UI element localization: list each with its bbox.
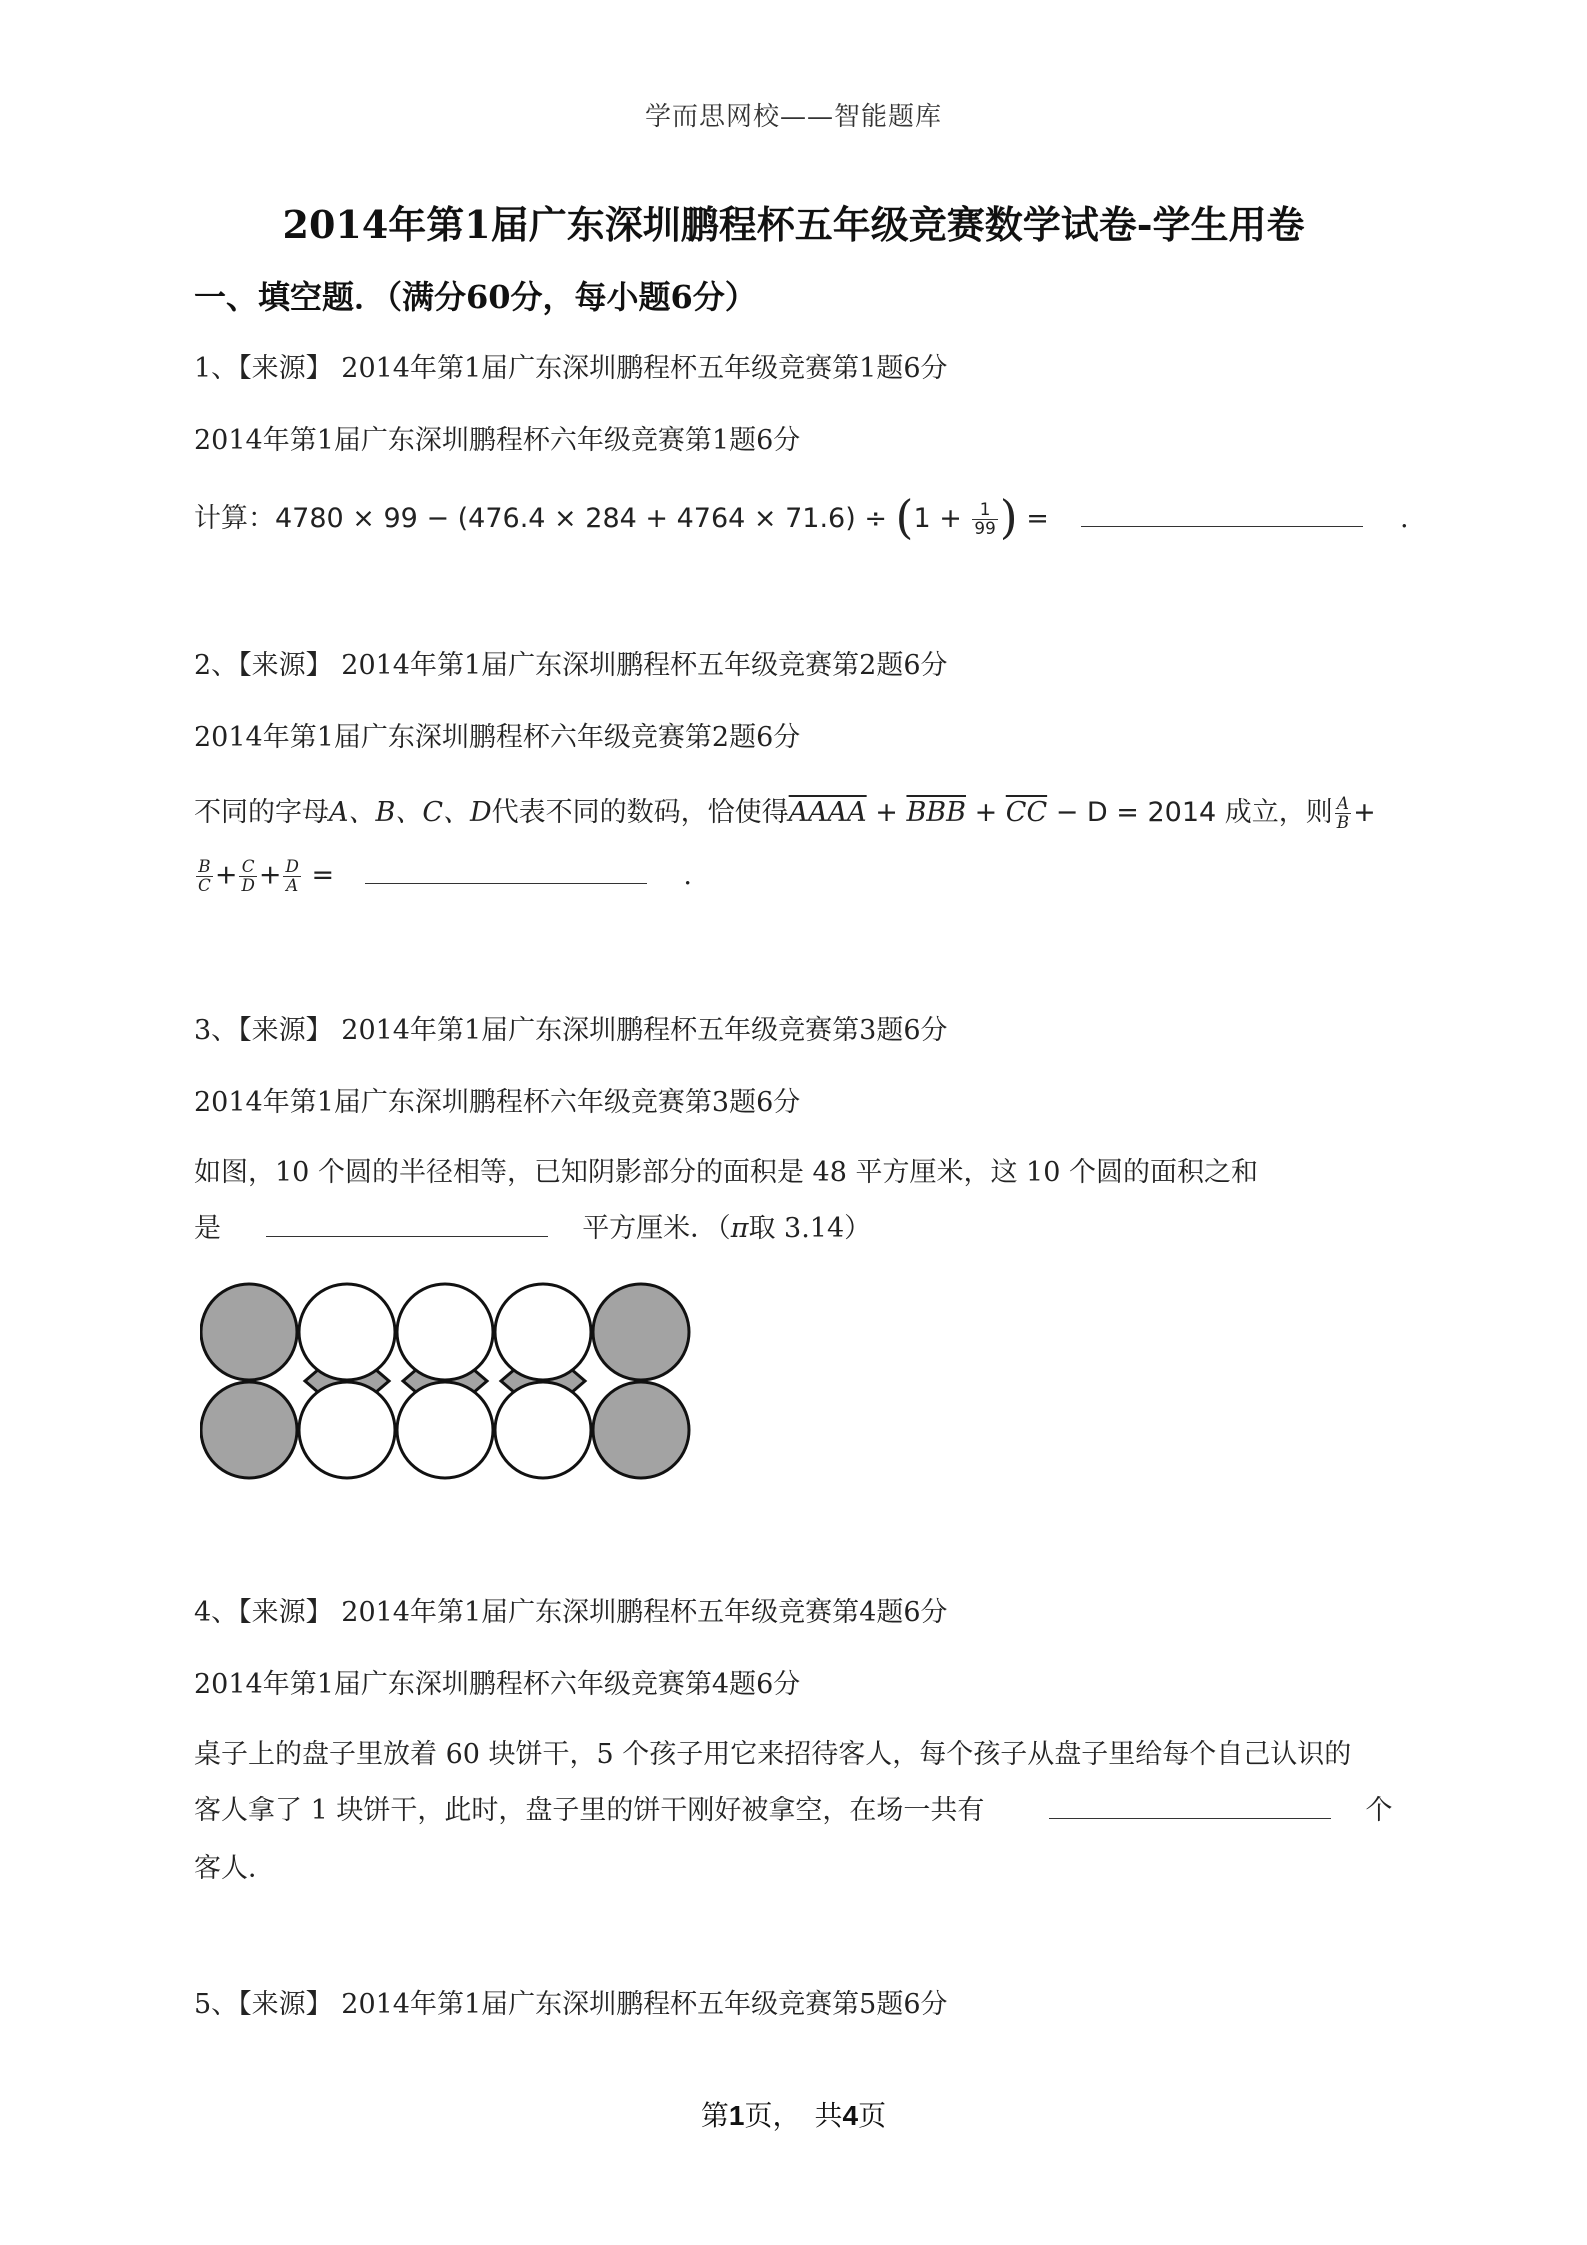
q1-period: . bbox=[1400, 503, 1409, 534]
q2-f1-den: B bbox=[1336, 812, 1350, 832]
q2-minus-d: − D = 2014 bbox=[1047, 797, 1217, 828]
q2-f4-den: A bbox=[286, 874, 299, 895]
q2-plus-f3: + bbox=[258, 859, 282, 891]
q3-text-2b: 平方厘米．（ bbox=[582, 1213, 731, 1244]
white-circle bbox=[397, 1284, 493, 1380]
q4-text-2b: 个 bbox=[1365, 1795, 1393, 1826]
q1-expression: 4780 × 99 − (476.4 × 284 + 4764 × 71.6) ÷ bbox=[275, 503, 887, 534]
q2-answer-blank bbox=[365, 882, 647, 884]
shaded-circle bbox=[201, 1382, 297, 1478]
shaded-circle bbox=[593, 1284, 689, 1380]
q2-f3-den: D bbox=[241, 874, 255, 895]
q4-text-line3: 客人． bbox=[194, 1853, 275, 1884]
page-header: 学而思网校——智能题库 bbox=[644, 102, 942, 132]
q2-source-2: 2014年第1届广东深圳鹏程杯六年级竞赛第2题6分 bbox=[194, 722, 801, 753]
q4-answer-blank bbox=[1049, 1817, 1331, 1819]
page-footer bbox=[0, 2094, 1587, 2134]
q2-fraction-c-d bbox=[239, 858, 256, 894]
q1-equals: = bbox=[1026, 503, 1049, 534]
q1-label: 计算： bbox=[194, 503, 275, 534]
q1-problem bbox=[194, 490, 1409, 544]
white-circle bbox=[299, 1284, 395, 1380]
shaded-circle bbox=[201, 1284, 297, 1380]
q2-aaaa: AAAA bbox=[788, 797, 867, 828]
footer-prefix: 第 bbox=[700, 2099, 729, 2132]
q1-fraction-denominator: 99 bbox=[974, 518, 996, 538]
q2-fraction-b-c bbox=[196, 858, 213, 894]
circles-figure bbox=[200, 1275, 700, 1487]
shaded-circle bbox=[593, 1382, 689, 1478]
q2-f3-num: C bbox=[239, 858, 256, 877]
q4-text-2a: 客人拿了 1 块饼干，此时，盘子里的饼干刚好被拿空，在场一共有 bbox=[194, 1795, 985, 1826]
q2-plus-2: + bbox=[965, 797, 1006, 828]
q2-letters: A、B、C、D bbox=[329, 797, 492, 828]
q2-text-c: 成立，则 bbox=[1216, 797, 1333, 828]
q4-source-2: 2014年第1届广东深圳鹏程杯六年级竞赛第4题6分 bbox=[194, 1669, 801, 1700]
q1-fraction bbox=[972, 501, 997, 537]
footer-page-number: 1 bbox=[728, 2100, 745, 2131]
q3-text-line2 bbox=[194, 1206, 871, 1245]
q2-text-b: 代表不同的数码，恰使得 bbox=[491, 797, 789, 828]
q5-source: 5、【来源】 2014年第1届广东深圳鹏程杯五年级竞赛第5题6分 bbox=[194, 1989, 948, 2020]
q1-one-plus: 1 + bbox=[913, 503, 971, 534]
footer-suffix: 页 bbox=[858, 2099, 887, 2132]
page-title: 2014年第1届广东深圳鹏程杯五年级竞赛数学试卷-学生用卷 bbox=[282, 202, 1305, 247]
q1-answer-blank bbox=[1081, 525, 1363, 527]
q3-source: 3、【来源】 2014年第1届广东深圳鹏程杯五年级竞赛第3题6分 bbox=[194, 1015, 948, 1046]
q2-fraction-d-a bbox=[283, 858, 300, 894]
q4-text-line2 bbox=[194, 1788, 1393, 1827]
q4-text-line1: 桌子上的盘子里放着 60 块饼干，5 个孩子用它来招待客人，每个孩子从盘子里给每个自己认识的 bbox=[194, 1739, 1352, 1770]
section-heading: 一、填空题．（满分60分，每小题6分） bbox=[194, 278, 757, 316]
q2-bbb: $\overline{BBB}$ bbox=[906, 797, 966, 828]
q2-plus-1: + bbox=[866, 797, 907, 828]
q2-f4-num: D bbox=[285, 856, 299, 876]
q2-f1-num: A bbox=[1335, 795, 1351, 814]
q1-fraction-numerator: 1 bbox=[972, 501, 997, 520]
q3-text-2a: 是 bbox=[194, 1213, 221, 1244]
q1-source-2: 2014年第1届广东深圳鹏程杯六年级竞赛第1题6分 bbox=[194, 425, 801, 456]
q2-plus-f2: + bbox=[214, 859, 238, 891]
q2-period: . bbox=[683, 859, 692, 891]
footer-total-pages: 4 bbox=[842, 2100, 859, 2131]
q1-paren-close: ) bbox=[999, 490, 1018, 544]
white-circle bbox=[495, 1382, 591, 1478]
q2-fraction-a-b bbox=[1335, 795, 1351, 831]
q2-problem-line2 bbox=[194, 858, 692, 894]
q2-f2-num: B bbox=[196, 858, 213, 877]
q2-plus-f1: + bbox=[1353, 797, 1376, 828]
q2-cc: $\overline{CC}$ bbox=[1005, 797, 1048, 828]
q2-equals: = bbox=[311, 859, 335, 891]
white-circle bbox=[397, 1382, 493, 1478]
q4-source: 4、【来源】 2014年第1届广东深圳鹏程杯五年级竞赛第4题6分 bbox=[194, 1597, 948, 1628]
q2-problem bbox=[194, 790, 1376, 832]
q2-f2-den: C bbox=[198, 874, 211, 895]
q3-text-line1: 如图，10 个圆的半径相等，已知阴影部分的面积是 48 平方厘米，这 10 个圆的面积之和 bbox=[194, 1157, 1258, 1188]
q1-paren-open: ( bbox=[895, 490, 914, 544]
footer-middle: 页， 共 bbox=[744, 2099, 843, 2132]
q3-source-2: 2014年第1届广东深圳鹏程杯六年级竞赛第3题6分 bbox=[194, 1087, 801, 1118]
white-circle bbox=[299, 1382, 395, 1478]
q2-text-a: 不同的字母 bbox=[194, 797, 329, 828]
q2-source: 2、【来源】 2014年第1届广东深圳鹏程杯五年级竞赛第2题6分 bbox=[194, 650, 948, 681]
q3-pi: π bbox=[730, 1213, 749, 1244]
q3-text-2c: 取 3.14） bbox=[748, 1213, 872, 1244]
q3-answer-blank bbox=[266, 1235, 548, 1237]
white-circle bbox=[495, 1284, 591, 1380]
q1-source: 1、【来源】 2014年第1届广东深圳鹏程杯五年级竞赛第1题6分 bbox=[194, 353, 948, 384]
